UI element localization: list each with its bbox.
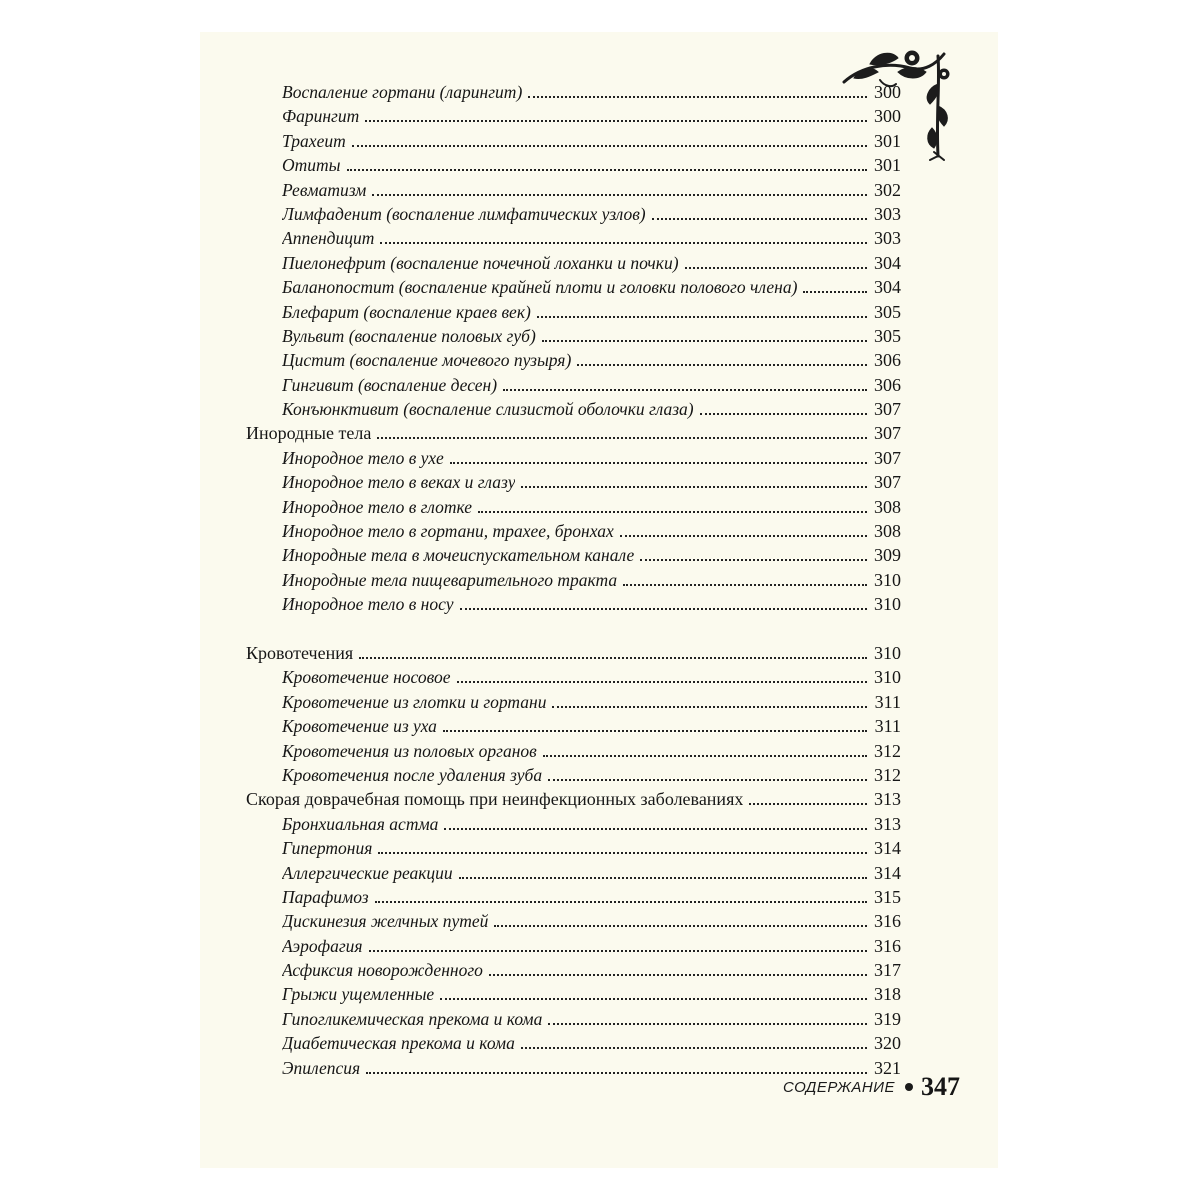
- dot-leader: [803, 291, 867, 293]
- toc-entry-page: 310: [874, 594, 901, 615]
- toc-entry-title: Аппендицит: [282, 228, 375, 249]
- toc-entry-page: 311: [874, 691, 901, 712]
- running-footer-section: СОДЕРЖАНИЕ: [782, 1078, 895, 1096]
- toc-entry-title: Парафимоз: [282, 886, 369, 907]
- dot-leader: [444, 828, 867, 830]
- toc-entry: [246, 1007, 901, 1031]
- bullet-dot-icon: [905, 1083, 913, 1091]
- toc-entry: [246, 714, 901, 738]
- toc-entry-title: Гингивит (воспаление десен): [282, 374, 498, 395]
- toc-entry: [246, 543, 901, 567]
- dot-leader: [457, 681, 868, 683]
- toc-entry-page: 300: [874, 106, 901, 127]
- toc-entry: [246, 568, 901, 592]
- toc-entry: [246, 934, 901, 958]
- dot-leader: [652, 218, 867, 220]
- dot-leader: [347, 169, 867, 171]
- toc-entry-title: Асфиксия новорожденного: [282, 960, 483, 981]
- toc-entry-title: Трахеит: [282, 130, 346, 151]
- toc-entry: [246, 348, 901, 372]
- toc-entry-page: 303: [874, 228, 901, 249]
- toc-entry: [246, 861, 901, 885]
- toc-entry-title: Аллергические реакции: [282, 862, 453, 883]
- dot-leader: [543, 755, 867, 757]
- section-spacer: [246, 617, 901, 641]
- toc-entry-title: Гипогликемическая прекома и кома: [282, 1008, 543, 1029]
- toc-entry-page: 316: [874, 911, 901, 932]
- toc-entry: [246, 470, 901, 494]
- toc-entry-title: Аэрофагия: [282, 935, 363, 956]
- toc-entry-page: 306: [874, 374, 901, 395]
- toc-entry-page: 313: [874, 813, 901, 834]
- toc-entry: [246, 739, 901, 763]
- toc-entry-page: 306: [874, 350, 901, 371]
- toc-entry-title: Инородное тело в веках и глазу: [282, 472, 516, 493]
- toc-entry-title: Гипертония: [282, 838, 373, 859]
- toc-entry: [246, 129, 901, 153]
- toc-entry-title: Цистит (воспаление мочевого пузыря): [282, 350, 572, 371]
- toc-entry-title: Кровотечение носовое: [282, 667, 451, 688]
- toc-entry-title: Эпилепсия: [282, 1057, 361, 1078]
- dot-leader: [380, 242, 867, 244]
- toc-entry-page: 314: [874, 862, 901, 883]
- toc-entry-title: Фарингит: [282, 106, 360, 127]
- dot-leader: [378, 852, 867, 854]
- dot-leader: [377, 437, 867, 439]
- toc-entry-page: 303: [874, 203, 901, 224]
- toc-entry: [246, 373, 901, 397]
- dot-leader: [369, 950, 867, 952]
- toc-entry-title: Баланопостит (воспаление крайней плоти и головки полового члена): [282, 277, 798, 298]
- toc-entry-title: Кровотечения: [246, 642, 354, 663]
- toc-entry-page: 314: [874, 838, 901, 859]
- toc-entry-page: 319: [874, 1008, 901, 1029]
- dot-leader: [548, 779, 867, 781]
- toc-entry-page: 309: [874, 545, 901, 566]
- toc-entry: [246, 665, 901, 689]
- dot-leader: [503, 389, 867, 391]
- toc-entry: [246, 495, 901, 519]
- book-page: [200, 32, 998, 1168]
- toc-entry-page: 301: [874, 130, 901, 151]
- toc-entry-title: Диабетическая прекома и кома: [282, 1033, 515, 1054]
- dot-leader: [640, 559, 867, 561]
- toc-entry-title: Отиты: [282, 155, 341, 176]
- toc-entry: [246, 836, 901, 860]
- toc-entry: [246, 104, 901, 128]
- toc-entry: [246, 885, 901, 909]
- toc-entry-page: 312: [874, 740, 901, 761]
- toc-entry-page: 307: [874, 423, 901, 444]
- toc-entry-title: Грыжи ущемленные: [282, 984, 435, 1005]
- dot-leader: [521, 1047, 867, 1049]
- toc-entry-title: Инородное тело в ухе: [282, 447, 444, 468]
- toc-entry: [246, 592, 901, 616]
- toc-entry-title: Вульвит (воспаление половых губ): [282, 325, 536, 346]
- toc-entry-title: Кровотечение из уха: [282, 716, 437, 737]
- toc-entry: [246, 153, 901, 177]
- toc-entry-page: 310: [874, 667, 901, 688]
- table-of-contents: [246, 80, 901, 1080]
- toc-entry: [246, 397, 901, 421]
- toc-section-heading: [246, 421, 901, 445]
- dot-leader: [359, 657, 867, 659]
- toc-entry: [246, 446, 901, 470]
- toc-entry-title: Воспаление гортани (ларингит): [282, 82, 523, 102]
- toc-entry-page: 315: [874, 886, 901, 907]
- toc-entry-page: 313: [874, 789, 901, 810]
- dot-leader: [521, 486, 867, 488]
- dot-leader: [478, 511, 867, 513]
- toc-entry-page: 310: [874, 569, 901, 590]
- toc-entry-page: 317: [874, 960, 901, 981]
- toc-entry-title: Блефарит (воспаление краев век): [282, 301, 531, 322]
- toc-entry: [246, 519, 901, 543]
- toc-entry: [246, 958, 901, 982]
- toc-entry: [246, 80, 901, 104]
- dot-leader: [443, 730, 867, 732]
- toc-entry: [246, 324, 901, 348]
- toc-entry-page: 305: [874, 301, 901, 322]
- toc-entry-page: 307: [874, 472, 901, 493]
- toc-entry-title: Инородные тела: [246, 423, 372, 444]
- toc-section-heading: [246, 641, 901, 665]
- toc-entry-title: Кровотечение из глотки и гортани: [282, 691, 547, 712]
- toc-entry-title: Инородные тела в мочеиспускательном канале: [282, 545, 635, 566]
- dot-leader: [623, 584, 867, 586]
- toc-entry: [246, 812, 901, 836]
- dot-leader: [375, 901, 867, 903]
- toc-entry-page: 310: [874, 642, 901, 663]
- toc-entry-page: 305: [874, 325, 901, 346]
- dot-leader: [489, 974, 867, 976]
- toc-entry: [246, 202, 901, 226]
- toc-entry: [246, 1031, 901, 1055]
- dot-leader: [552, 706, 867, 708]
- dot-leader: [494, 925, 867, 927]
- toc-entry-title: Пиелонефрит (воспаление почечной лоханки и почки): [282, 252, 679, 273]
- toc-entry: [246, 982, 901, 1006]
- toc-entry-page: 304: [874, 277, 901, 298]
- toc-entry-title: Кровотечения после удаления зуба: [282, 764, 543, 785]
- toc-entry: [246, 178, 901, 202]
- toc-entry: [246, 909, 901, 933]
- toc-entry: [246, 690, 901, 714]
- toc-entry-title: Инородные тела пищеварительного тракта: [282, 569, 618, 590]
- page-footer: [783, 1072, 960, 1102]
- toc-entry-page: 312: [874, 764, 901, 785]
- dot-leader: [372, 194, 867, 196]
- toc-entry-title: Инородное тело в глотке: [282, 496, 473, 517]
- dot-leader: [365, 120, 867, 122]
- toc-entry-page: 304: [874, 252, 901, 273]
- toc-entry-page: 320: [874, 1033, 901, 1054]
- dot-leader: [685, 267, 867, 269]
- toc-entry-title: Инородное тело в носу: [282, 594, 454, 615]
- dot-leader: [542, 340, 867, 342]
- toc-entry-title: Бронхиальная астма: [282, 813, 439, 834]
- dot-leader: [440, 998, 867, 1000]
- toc-entry-title: Скорая доврачебная помощь при неинфекционных заболеваниях: [246, 789, 744, 810]
- toc-entry-title: Инородное тело в гортани, трахее, бронхах: [282, 521, 614, 542]
- dot-leader: [352, 145, 867, 147]
- toc-entry-page: 318: [874, 984, 901, 1005]
- toc-entry-page: 316: [874, 935, 901, 956]
- toc-section-heading: [246, 787, 901, 811]
- toc-entry-page: 321: [874, 1057, 901, 1078]
- dot-leader: [459, 877, 867, 879]
- toc-entry: [246, 300, 901, 324]
- toc-entry-page: 301: [874, 155, 901, 176]
- toc-entry-title: Конъюнктивит (воспаление слизистой оболочки глаза): [282, 399, 694, 420]
- toc-entry-page: 307: [874, 447, 901, 468]
- toc-entry: [246, 763, 901, 787]
- page-number: 347: [921, 1072, 960, 1101]
- toc-entry-page: 311: [874, 716, 901, 737]
- dot-leader: [528, 96, 867, 98]
- dot-leader: [577, 364, 867, 366]
- toc-entry-title: Дискинезия желчных путей: [282, 911, 489, 932]
- toc-entry: [246, 251, 901, 275]
- dot-leader: [450, 462, 867, 464]
- toc-entry-page: 307: [874, 399, 901, 420]
- toc-entry-page: 308: [874, 496, 901, 517]
- toc-entry: [246, 275, 901, 299]
- dot-leader: [620, 535, 867, 537]
- toc-entry: [246, 226, 901, 250]
- toc-entry-title: Кровотечения из половых органов: [282, 740, 537, 761]
- dot-leader: [460, 608, 867, 610]
- toc-entry-title: Ревматизм: [282, 179, 367, 200]
- toc-entry-title: Лимфаденит (воспаление лимфатических узлов): [282, 203, 646, 224]
- dot-leader: [700, 413, 867, 415]
- toc-entry-page: 308: [874, 521, 901, 542]
- toc-entry-page: 302: [874, 179, 901, 200]
- toc-entry-page: 300: [874, 82, 901, 102]
- dot-leader: [749, 803, 867, 805]
- dot-leader: [537, 316, 867, 318]
- dot-leader: [548, 1023, 867, 1025]
